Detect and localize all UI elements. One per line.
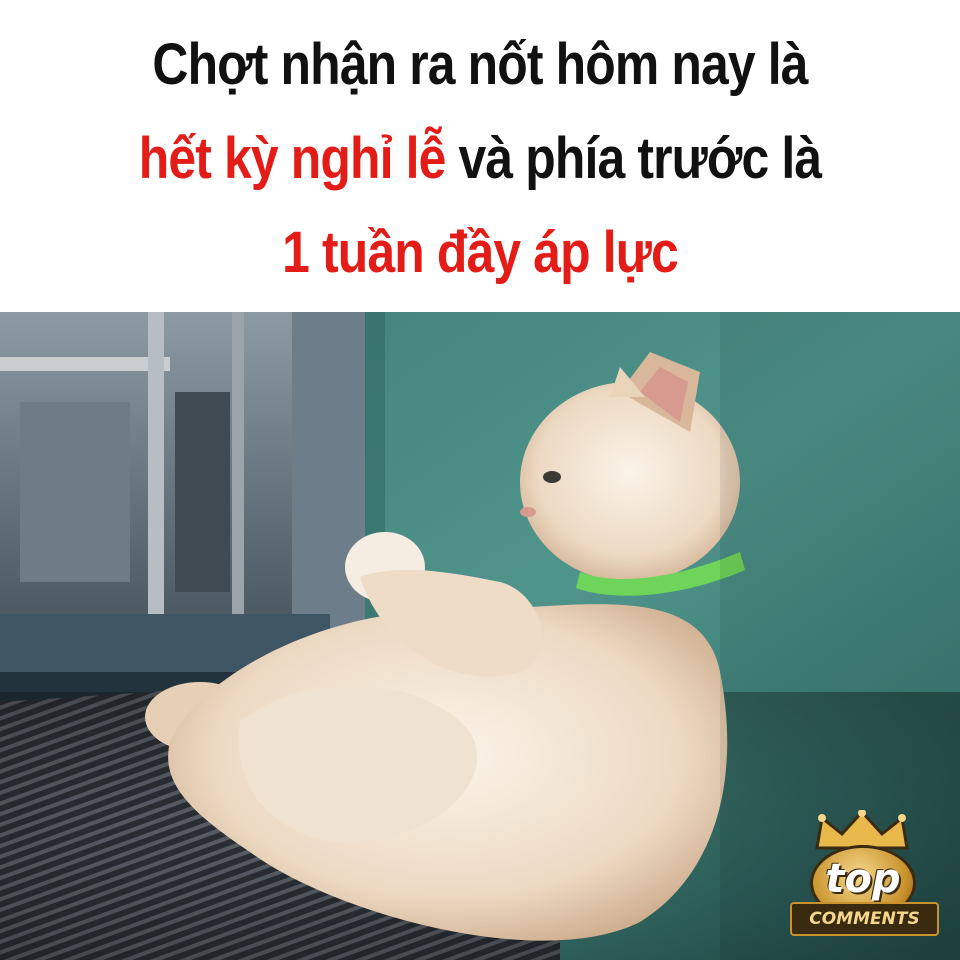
caption-line-2-text: và phía trước là: [445, 126, 822, 191]
window-bar: [0, 357, 170, 371]
logo-top-text: top: [810, 845, 916, 921]
caption-line-3-highlight: 1 tuần đầy áp lực: [282, 220, 678, 285]
crown-icon: [812, 810, 912, 850]
window-bar: [148, 312, 164, 614]
cat-eye: [543, 471, 561, 483]
caption-line-1: [67, 30, 893, 100]
window-bar: [232, 312, 244, 614]
top-comments-logo: [790, 810, 940, 950]
meme-caption: [0, 0, 960, 312]
window-building: [20, 402, 130, 582]
logo-comments-text: COMMENTS: [790, 902, 939, 936]
window-building: [175, 392, 230, 592]
caption-line-2: [67, 124, 893, 194]
caption-line-2-highlight: hết kỳ nghỉ lễ: [138, 126, 446, 191]
caption-line-1-text: Chợt nhận ra nốt hôm nay là: [152, 32, 808, 97]
cat-nose: [520, 507, 536, 517]
caption-line-3: [67, 218, 893, 288]
